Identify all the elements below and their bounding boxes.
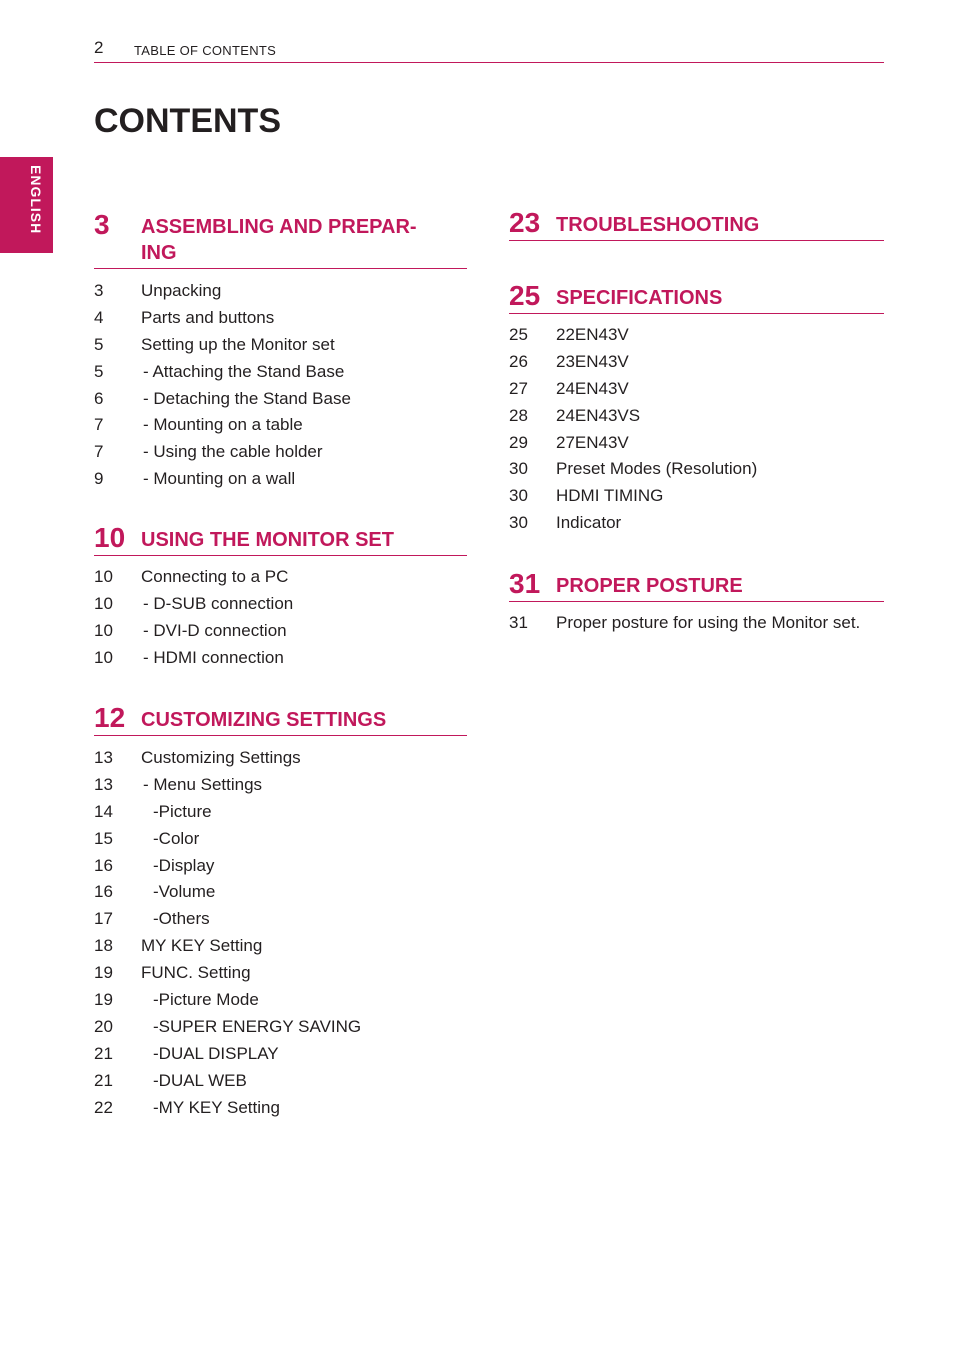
toc-entry[interactable] — [94, 278, 467, 305]
entry-text: - Using the cable holder — [143, 442, 323, 462]
section-number: 25 — [509, 280, 541, 311]
entry-page: 7 — [94, 415, 104, 435]
toc-section-using-monitor — [94, 523, 467, 672]
toc-entry[interactable] — [94, 439, 467, 466]
entry-text: - HDMI connection — [143, 647, 284, 667]
toc-entry-list — [509, 322, 884, 537]
entry-page: 7 — [94, 442, 104, 462]
entry-text: Unpacking — [141, 281, 222, 300]
entry-text: -Color — [153, 828, 200, 848]
section-heading — [94, 210, 467, 269]
toc-entry-list — [94, 745, 467, 1121]
entry-page: 21 — [94, 1043, 113, 1063]
page-number: 2 — [94, 38, 104, 57]
entry-page: 16 — [94, 882, 113, 902]
toc-entry[interactable] — [94, 960, 467, 987]
toc-entry[interactable] — [94, 799, 467, 826]
entry-page: 6 — [94, 388, 104, 408]
toc-entry[interactable] — [94, 772, 467, 799]
entry-page: 30 — [509, 486, 528, 506]
toc-entry[interactable] — [94, 412, 467, 439]
toc-entry[interactable] — [94, 466, 467, 493]
section-heading — [509, 281, 884, 314]
section-number: 31 — [509, 568, 541, 599]
entry-text: - Menu Settings — [143, 774, 263, 794]
language-tab-label: ENGLISH — [28, 165, 44, 235]
entry-page: 16 — [94, 855, 113, 875]
toc-entry[interactable] — [509, 610, 884, 637]
entry-text: Customizing Settings — [141, 748, 301, 767]
toc-entry[interactable] — [509, 483, 884, 510]
entry-page: 27 — [509, 378, 528, 398]
section-heading — [94, 523, 467, 556]
entry-text: -Others — [153, 909, 210, 929]
toc-entry[interactable] — [509, 510, 884, 537]
entry-page: 10 — [94, 620, 113, 640]
entry-text: 22EN43V — [556, 325, 629, 344]
entry-page: 13 — [94, 748, 113, 767]
entry-page: 20 — [94, 1016, 113, 1036]
entry-text: Connecting to a PC — [141, 567, 289, 586]
toc-entry[interactable] — [94, 987, 467, 1014]
toc-section-customizing — [94, 703, 467, 1121]
section-heading — [509, 208, 884, 241]
entry-text: 27EN43V — [556, 432, 629, 452]
toc-section-assembling — [94, 210, 467, 493]
entry-page: 10 — [94, 567, 113, 586]
toc-entry[interactable] — [94, 745, 467, 772]
entry-text: 24EN43VS — [556, 405, 641, 425]
section-heading — [509, 569, 884, 602]
toc-entry[interactable] — [509, 403, 884, 430]
entry-text: -Picture Mode — [153, 990, 259, 1010]
toc-entry[interactable] — [509, 376, 884, 403]
entry-text: -MY KEY Setting — [153, 1097, 280, 1117]
entry-page: 14 — [94, 801, 113, 821]
toc-entry[interactable] — [509, 456, 884, 483]
toc-entry[interactable] — [509, 349, 884, 376]
entry-text: - Mounting on a table — [143, 415, 303, 435]
entry-text: - Attaching the Stand Base — [143, 361, 345, 381]
entry-text: -DUAL WEB — [153, 1070, 247, 1090]
entry-page: 9 — [94, 469, 104, 489]
toc-entry-list — [509, 610, 884, 637]
entry-text: FUNC. Setting — [141, 963, 251, 983]
entry-text: -Picture — [153, 801, 212, 821]
entry-page: 30 — [509, 513, 528, 533]
section-title[interactable]: TROUBLESHOOTING — [556, 214, 760, 236]
entry-text: Proper posture for using the Monitor set. — [556, 613, 861, 632]
toc-entry[interactable] — [94, 359, 467, 386]
running-header — [94, 38, 884, 63]
toc-entry[interactable] — [94, 305, 467, 332]
entry-page: 17 — [94, 909, 113, 929]
toc-entry-list — [94, 278, 467, 493]
entry-page: 31 — [509, 613, 528, 632]
section-heading — [94, 703, 467, 736]
toc-entry[interactable] — [94, 933, 467, 960]
toc-entry[interactable] — [509, 430, 884, 457]
entry-page: 19 — [94, 990, 113, 1010]
section-title-line: ASSEMBLING AND PREPAR- — [141, 216, 417, 238]
entry-page: 4 — [94, 307, 104, 327]
entry-page: 30 — [509, 459, 528, 479]
entry-page: 21 — [94, 1070, 113, 1090]
entry-text: - DVI-D connection — [143, 620, 287, 640]
toc-entry[interactable] — [509, 322, 884, 349]
toc-entry[interactable] — [94, 564, 467, 591]
entry-page: 22 — [94, 1097, 113, 1117]
toc-section-troubleshooting — [509, 208, 884, 241]
toc-entry[interactable] — [94, 1095, 467, 1122]
toc-entry[interactable] — [94, 618, 467, 645]
entry-page: 19 — [94, 963, 113, 983]
section-number: 12 — [94, 702, 126, 733]
section-number: 3 — [94, 209, 110, 240]
entry-text: Setting up the Monitor set — [141, 334, 335, 354]
toc-entry[interactable] — [94, 386, 467, 413]
section-title[interactable]: CUSTOMIZING SETTINGS — [141, 709, 387, 731]
toc-section-specifications — [509, 281, 884, 537]
toc-entry[interactable] — [94, 879, 467, 906]
section-title[interactable] — [141, 210, 467, 268]
entry-text: 23EN43V — [556, 351, 629, 371]
entry-page: 13 — [94, 774, 113, 794]
entry-text: - Mounting on a wall — [143, 469, 296, 489]
entry-page: 28 — [509, 405, 528, 425]
toc-entry[interactable] — [94, 1068, 467, 1095]
entry-text: - D-SUB connection — [143, 593, 294, 613]
entry-text: Indicator — [556, 513, 622, 533]
entry-text: MY KEY Setting — [141, 936, 263, 956]
section-number: 23 — [509, 207, 541, 238]
language-tab — [0, 157, 53, 253]
entry-page: 29 — [509, 432, 528, 452]
entry-page: 5 — [94, 361, 104, 381]
running-header-title: TABLE OF CONTENTS — [134, 43, 277, 58]
entry-page: 10 — [94, 593, 113, 613]
entry-text: Preset Modes (Resolution) — [556, 459, 758, 479]
entry-text: -DUAL DISPLAY — [153, 1043, 279, 1063]
entry-page: 15 — [94, 828, 113, 848]
toc-section-proper-posture — [509, 569, 884, 637]
entry-text: -Display — [153, 855, 215, 875]
toc-entry[interactable] — [94, 1014, 467, 1041]
page-title: CONTENTS — [94, 102, 281, 140]
entry-page: 5 — [94, 334, 104, 354]
entry-text: HDMI TIMING — [556, 486, 664, 506]
toc-entry-list — [94, 564, 467, 672]
entry-text: -Volume — [153, 882, 216, 902]
entry-page: 25 — [509, 325, 528, 344]
entry-page: 3 — [94, 281, 104, 300]
toc-entry[interactable] — [94, 1041, 467, 1068]
entry-page: 26 — [509, 351, 528, 371]
section-title[interactable]: SPECIFICATIONS — [556, 287, 723, 309]
toc-entry[interactable] — [94, 645, 467, 672]
section-title[interactable]: USING THE MONITOR SET — [141, 529, 394, 551]
toc-entry[interactable] — [94, 826, 467, 853]
section-title-line: ING — [141, 242, 177, 264]
entry-page: 18 — [94, 936, 113, 956]
section-number: 10 — [94, 522, 126, 553]
entry-text: -SUPER ENERGY SAVING — [153, 1016, 362, 1036]
toc-entry[interactable] — [94, 332, 467, 359]
section-title[interactable]: PROPER POSTURE — [556, 575, 743, 597]
entry-text: 24EN43V — [556, 378, 629, 398]
toc-entry[interactable] — [94, 591, 467, 618]
toc-entry[interactable] — [94, 853, 467, 880]
entry-text: - Detaching the Stand Base — [143, 388, 351, 408]
toc-entry[interactable] — [94, 906, 467, 933]
entry-page: 10 — [94, 647, 113, 667]
entry-text: Parts and buttons — [141, 307, 275, 327]
